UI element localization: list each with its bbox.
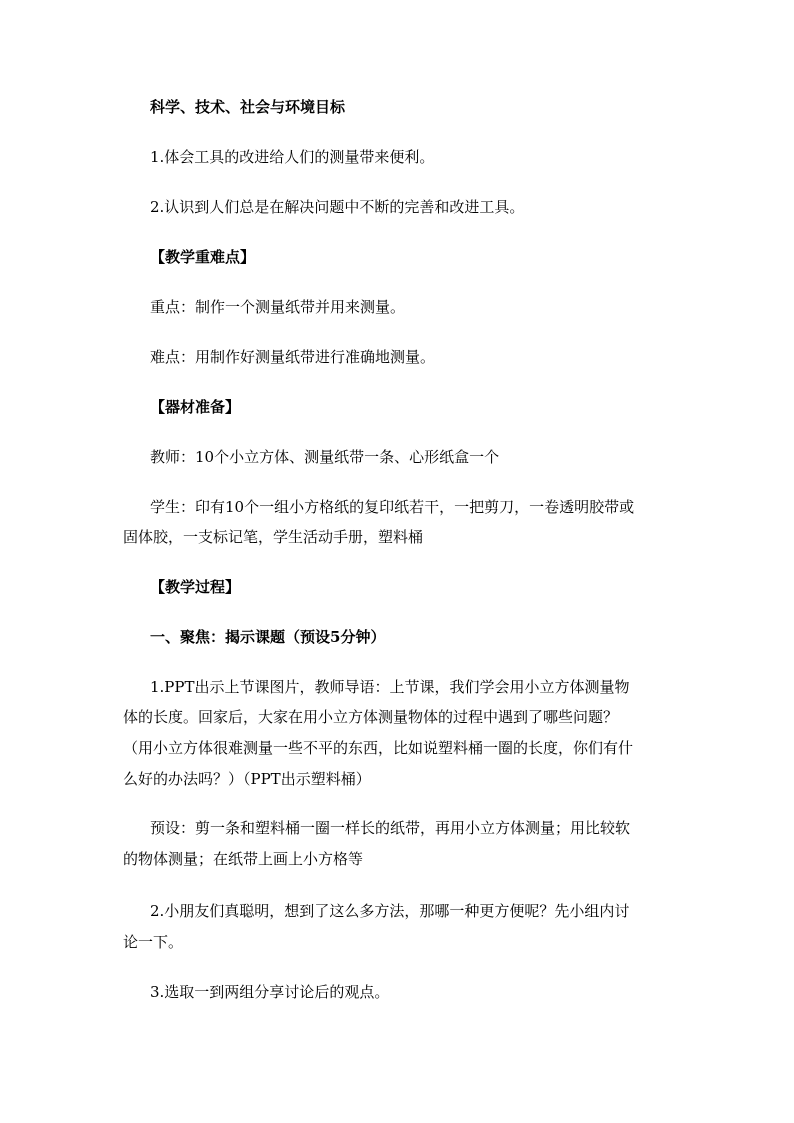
goal-item-2: 2.认识到人们总是在解决问题中不断的完善和改进工具。	[150, 198, 525, 216]
step-2-line-2: 论一下。	[123, 933, 184, 951]
difficult-point: 难点：用制作好测量纸带进行准确地测量。	[150, 348, 436, 366]
step-1-line-4: 么好的办法吗？）（PPT出示塑料桶）	[123, 770, 371, 788]
step-3: 3.选取一到两组分享讨论后的观点。	[150, 983, 390, 1001]
teacher-materials: 教师：10个小立方体、测量纸带一条、心形纸盒一个	[150, 448, 500, 466]
preset-line-1: 预设：剪一条和塑料桶一圈一样长的纸带，再用小立方体测量；用比较软	[150, 819, 631, 837]
subsection-heading-focus: 一、聚焦：揭示课题（预设5分钟）	[150, 628, 386, 646]
step-1-line-3: （用小立方体很难测量一些不平的东西，比如说塑料桶一圈的长度，你们有什	[123, 739, 634, 757]
student-materials-line-2: 固体胶，一支标记笔，学生活动手册，塑料桶	[123, 528, 424, 546]
key-point: 重点：制作一个测量纸带并用来测量。	[150, 298, 406, 316]
preset-line-2: 的物体测量；在纸带上画上小方格等	[123, 850, 364, 868]
step-1-line-2: 体的长度。回家后，大家在用小立方体测量物体的过程中遇到了哪些问题？	[123, 708, 619, 726]
section-heading-key-points: 【教学重难点】	[150, 248, 256, 266]
section-heading-process: 【教学过程】	[150, 578, 241, 596]
section-heading-materials: 【器材准备】	[150, 398, 241, 416]
section-heading-sts-goals: 科学、技术、社会与环境目标	[150, 98, 346, 116]
student-materials-line-1: 学生：印有10个一组小方格纸的复印纸若干，一把剪刀，一卷透明胶带或	[150, 498, 635, 516]
goal-item-1: 1.体会工具的改进给人们的测量带来便利。	[150, 148, 435, 166]
step-2-line-1: 2.小朋友们真聪明，想到了这么多方法，那哪一种更方便呢？先小组内讨	[150, 902, 630, 920]
step-1-line-1: 1.PPT出示上节课图片，教师导语：上节课，我们学会用小立方体测量物	[150, 678, 630, 696]
